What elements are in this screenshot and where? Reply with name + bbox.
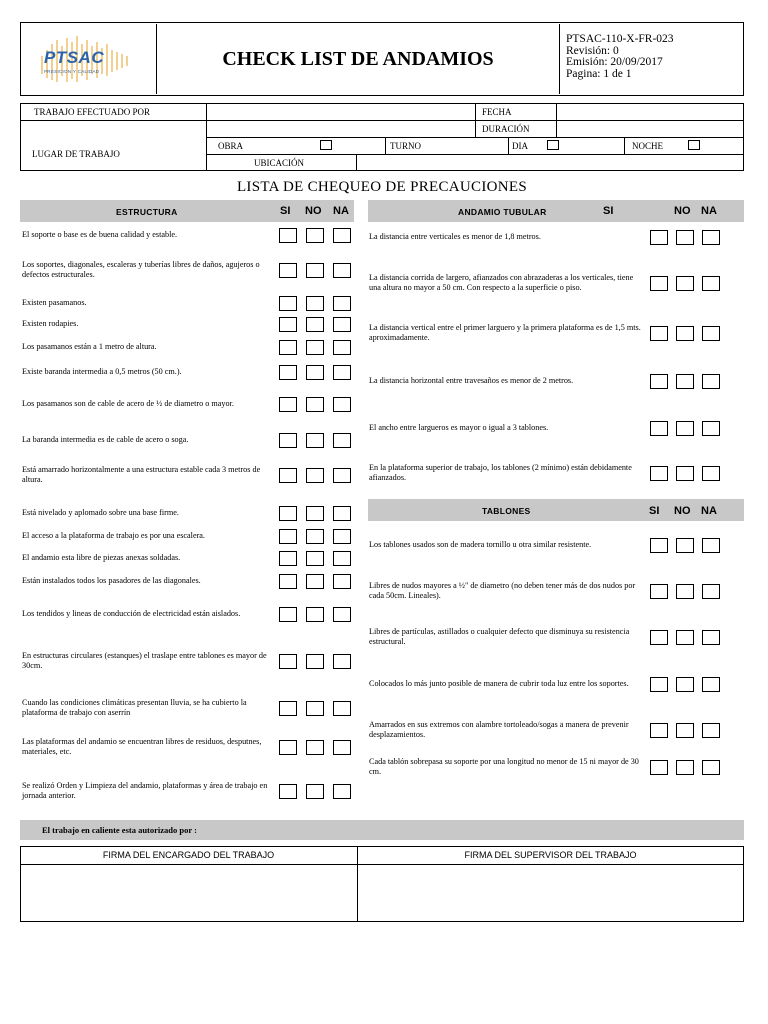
estructura-item-text: Los tendidos y lineas de conducción de electricidad están aislados.	[22, 608, 241, 618]
estructura-checkbox-no[interactable]	[306, 529, 324, 544]
tablones-label: TABLONES	[482, 506, 531, 516]
estructura-checkbox-na[interactable]	[333, 317, 351, 332]
estructura-checkbox-si[interactable]	[279, 397, 297, 412]
estructura-checkbox-si[interactable]	[279, 529, 297, 544]
estructura-checkbox-no[interactable]	[306, 701, 324, 716]
tablones-checkbox-no[interactable]	[676, 677, 694, 692]
estructura-label: ESTRUCTURA	[116, 207, 178, 217]
estructura-checkbox-na[interactable]	[333, 574, 351, 589]
estructura-header	[20, 200, 354, 222]
estructura-checkbox-na[interactable]	[333, 740, 351, 755]
label-obra: OBRA	[218, 140, 244, 151]
tablones-checkbox-na[interactable]	[702, 630, 720, 645]
tablones-checkbox-si[interactable]	[650, 677, 668, 692]
tablones-checkbox-no[interactable]	[676, 630, 694, 645]
label-lugar: LUGAR DE TRABAJO	[32, 149, 120, 159]
signature-supervisor-field[interactable]	[358, 865, 743, 921]
tubular-label: ANDAMIO TUBULAR	[458, 207, 547, 217]
estructura-checkbox-si[interactable]	[279, 340, 297, 355]
tablones-checkbox-si[interactable]	[650, 723, 668, 738]
estructura-checkbox-si[interactable]	[279, 296, 297, 311]
estructura-checkbox-si[interactable]	[279, 551, 297, 566]
estructura-checkbox-no[interactable]	[306, 574, 324, 589]
estructura-item-text: Los soportes, diagonales, escaleras y tuberías libres de daños, agujeros o defectos estructurales.	[22, 259, 260, 279]
estructura-checkbox-no[interactable]	[306, 228, 324, 243]
tubular-checkbox-no[interactable]	[676, 276, 694, 291]
estructura-checkbox-na[interactable]	[333, 296, 351, 311]
estructura-checkbox-na[interactable]	[333, 365, 351, 380]
estructura-item-text: La baranda intermedia es de cable de acero o soga.	[22, 434, 189, 444]
estructura-checkbox-si[interactable]	[279, 607, 297, 622]
tubular-checkbox-na[interactable]	[702, 326, 720, 341]
estructura-item-text: Los pasamanos son de cable de acero de ½ de diametro o mayor.	[22, 398, 234, 408]
estructura-item-text: El soporte o base es de buena calidad y estable.	[22, 229, 178, 239]
section-title: LISTA DE CHEQUEO DE PRECAUCIONES	[236, 179, 528, 195]
estructura-checkbox-no[interactable]	[306, 468, 324, 483]
tablones-item-text: Colocados lo más junto posible de manera de cubrir toda luz entre los soportes.	[369, 678, 629, 688]
estructura-item-text: Está nivelado y aplomado sobre una base firme.	[22, 507, 179, 517]
tubular-checkbox-na[interactable]	[702, 421, 720, 436]
estructura-checkbox-no[interactable]	[306, 365, 324, 380]
estructura-checkbox-no[interactable]	[306, 654, 324, 669]
estructura-checkbox-na[interactable]	[333, 529, 351, 544]
estructura-checkbox-si[interactable]	[279, 506, 297, 521]
estructura-col-no: NO	[305, 205, 322, 217]
estructura-checkbox-no[interactable]	[306, 607, 324, 622]
tablones-checkbox-no[interactable]	[676, 584, 694, 599]
estructura-item-text: Los pasamanos están a 1 metro de altura.	[22, 341, 157, 351]
estructura-checkbox-no[interactable]	[306, 551, 324, 566]
tablones-checkbox-na[interactable]	[702, 677, 720, 692]
estructura-col-si: SI	[280, 205, 291, 217]
estructura-checkbox-no[interactable]	[306, 433, 324, 448]
estructura-checkbox-na[interactable]	[333, 433, 351, 448]
tubular-col-si: SI	[603, 205, 614, 217]
tubular-item-text: La distancia horizontal entre travesaños es menor de 2 metros.	[369, 375, 574, 385]
estructura-checkbox-si[interactable]	[279, 574, 297, 589]
estructura-checkbox-si[interactable]	[279, 228, 297, 243]
tubular-checkbox-na[interactable]	[702, 230, 720, 245]
estructura-item-text: En estructuras circulares (estanques) el traslape entre tablones es mayor de 30cm.	[22, 650, 267, 670]
ubicacion-field[interactable]	[357, 155, 743, 170]
obra-checkbox[interactable]	[320, 140, 332, 150]
estructura-checkbox-na[interactable]	[333, 607, 351, 622]
estructura-item-text: Está amarrado horizontalmente a una estructura estable cada 3 metros de altura.	[22, 464, 261, 484]
tablones-checkbox-na[interactable]	[702, 584, 720, 599]
estructura-checkbox-no[interactable]	[306, 740, 324, 755]
tablones-checkbox-no[interactable]	[676, 760, 694, 775]
tablones-item-text: Libres de partículas, astillados o cualquier defecto que disminuya su resistencia estructural.	[369, 626, 630, 646]
estructura-checkbox-no[interactable]	[306, 340, 324, 355]
tablones-col-no: NO	[674, 505, 691, 517]
tablones-col-na: NA	[701, 505, 717, 517]
fecha-field[interactable]	[557, 104, 743, 120]
label-fecha: FECHA	[482, 107, 512, 117]
signature-encargado-label: FIRMA DEL ENCARGADO DEL TRABAJO	[102, 850, 275, 860]
tubular-checkbox-na[interactable]	[702, 374, 720, 389]
tablones-checkbox-si[interactable]	[650, 760, 668, 775]
estructura-checkbox-si[interactable]	[279, 317, 297, 332]
estructura-checkbox-na[interactable]	[333, 551, 351, 566]
estructura-checkbox-no[interactable]	[306, 397, 324, 412]
tubular-item-text: La distancia corrida de largero, afianzados con abrazaderas a los verticales, tiene una altura no mayor a 50 cm. Con respecto a la superficie o piso.	[369, 272, 634, 292]
estructura-item-text: Existen rodapies.	[22, 318, 79, 328]
estructura-checkbox-si[interactable]	[279, 433, 297, 448]
estructura-checkbox-no[interactable]	[306, 784, 324, 799]
tubular-item-text: La distancia vertical entre el primer larguero y la primera plataforma es de 1,5 mts. aproximadamente.	[369, 322, 641, 342]
logo-tagline: PRESICION Y CALIDAD	[44, 69, 100, 74]
tablones-checkbox-na[interactable]	[702, 538, 720, 553]
tubular-checkbox-si[interactable]	[650, 326, 668, 341]
tubular-checkbox-no[interactable]	[676, 374, 694, 389]
signature-encargado-field[interactable]	[21, 865, 357, 921]
company-logo	[22, 24, 156, 94]
document-meta	[566, 34, 674, 80]
estructura-checkbox-na[interactable]	[333, 784, 351, 799]
tubular-item-text: La distancia entre verticales es menor de 1,8 metros.	[369, 231, 541, 241]
tubular-checkbox-no[interactable]	[676, 421, 694, 436]
document-code: PTSAC-110-X-FR-023	[566, 33, 674, 45]
estructura-item-text: Las plataformas del andamio se encuentran libres de residuos, desputnes, materiales, etc.	[22, 736, 262, 756]
tubular-checkbox-si[interactable]	[650, 421, 668, 436]
noche-checkbox[interactable]	[688, 140, 700, 150]
estructura-checkbox-si[interactable]	[279, 701, 297, 716]
tubular-checkbox-si[interactable]	[650, 466, 668, 481]
tubular-checkbox-na[interactable]	[702, 466, 720, 481]
document-emission: Emisión: 20/09/2017	[566, 56, 663, 68]
estructura-checkbox-no[interactable]	[306, 317, 324, 332]
estructura-checkbox-si[interactable]	[279, 740, 297, 755]
tubular-checkbox-no[interactable]	[676, 326, 694, 341]
trabajo-field[interactable]	[207, 104, 475, 120]
tubular-checkbox-na[interactable]	[702, 276, 720, 291]
tubular-col-no: NO	[674, 205, 691, 217]
tablones-col-si: SI	[649, 505, 660, 517]
tablones-item-text: Libres de nudos mayores a ½" de diametro (no deben tener más de dos nudos por cada 50cm. Lineales).	[369, 580, 636, 600]
label-trabajo: TRABAJO EFECTUADO POR	[34, 107, 151, 117]
estructura-checkbox-na[interactable]	[333, 340, 351, 355]
label-ubicacion: UBICACIÓN	[254, 157, 305, 168]
estructura-checkbox-no[interactable]	[306, 263, 324, 278]
label-turno: TURNO	[390, 140, 421, 151]
dia-checkbox[interactable]	[547, 140, 559, 150]
tubular-item-text: El ancho entre largueros es mayor o igual a 3 tablones.	[369, 422, 549, 432]
estructura-checkbox-na[interactable]	[333, 263, 351, 278]
tubular-col-na: NA	[701, 205, 717, 217]
document-title: CHECK LIST DE ANDAMIOS	[156, 24, 560, 94]
estructura-item-text: El andamio esta libre de piezas anexas soldadas.	[22, 552, 181, 562]
tablones-checkbox-no[interactable]	[676, 538, 694, 553]
tubular-checkbox-si[interactable]	[650, 374, 668, 389]
estructura-col-na: NA	[333, 205, 349, 217]
tablones-checkbox-si[interactable]	[650, 538, 668, 553]
tablones-checkbox-no[interactable]	[676, 723, 694, 738]
estructura-item-text: Están instalados todos los pasadores de las diagonales.	[22, 575, 201, 585]
signature-supervisor-label: FIRMA DEL SUPERVISOR DEL TRABAJO	[464, 850, 637, 860]
estructura-checkbox-no[interactable]	[306, 506, 324, 521]
estructura-checkbox-na[interactable]	[333, 228, 351, 243]
tablones-item-text: Amarrados en sus extremos con alambre tortoleado/sogas a manera de prevenir desplazamientos.	[369, 719, 629, 739]
label-noche: NOCHE	[632, 140, 663, 151]
tablones-checkbox-na[interactable]	[702, 723, 720, 738]
tubular-checkbox-no[interactable]	[676, 466, 694, 481]
estructura-checkbox-si[interactable]	[279, 784, 297, 799]
label-dia: DIA	[512, 140, 528, 151]
estructura-item-text: Existen pasamanos.	[22, 297, 87, 307]
tablones-item-text: Cada tablón sobrepasa su soporte por una longitud no menor de 15 ni mayor de 30 cm.	[369, 756, 639, 776]
estructura-checkbox-na[interactable]	[333, 468, 351, 483]
estructura-item-text: Se realizó Orden y Limpieza del andamio, plataformas y área de trabajo en jornada anterior.	[22, 780, 268, 800]
tubular-checkbox-si[interactable]	[650, 230, 668, 245]
tablones-checkbox-na[interactable]	[702, 760, 720, 775]
tablones-checkbox-si[interactable]	[650, 630, 668, 645]
estructura-checkbox-no[interactable]	[306, 296, 324, 311]
estructura-checkbox-si[interactable]	[279, 263, 297, 278]
estructura-checkbox-si[interactable]	[279, 365, 297, 380]
duracion-field[interactable]	[557, 121, 743, 137]
label-duracion: DURACIÓN	[482, 124, 530, 134]
tablones-checkbox-si[interactable]	[650, 584, 668, 599]
tubular-checkbox-si[interactable]	[650, 276, 668, 291]
estructura-checkbox-na[interactable]	[333, 397, 351, 412]
document-page: Pagina: 1 de 1	[566, 67, 632, 80]
estructura-item-text: El acceso a la plataforma de trabajo es por una escalera.	[22, 530, 205, 540]
estructura-checkbox-si[interactable]	[279, 468, 297, 483]
tablones-item-text: Los tablones usados son de madera tornillo u otra similar resistente.	[369, 539, 592, 549]
logo-text: PTSAC	[44, 48, 105, 67]
estructura-checkbox-na[interactable]	[333, 506, 351, 521]
estructura-checkbox-na[interactable]	[333, 654, 351, 669]
estructura-checkbox-si[interactable]	[279, 654, 297, 669]
authorization-label: El trabajo en caliente esta autorizado por :	[42, 825, 197, 835]
tubular-checkbox-no[interactable]	[676, 230, 694, 245]
estructura-checkbox-na[interactable]	[333, 701, 351, 716]
tubular-item-text: En la plataforma superior de trabajo, los tablones (2 mínimo) están debidamente afianzados.	[369, 462, 632, 482]
estructura-item-text: Cuando las condiciones climáticas presentan lluvia, se ha cubierto la plataforma de trabajo con aserrín	[22, 697, 247, 717]
estructura-item-text: Existe baranda intermedia a 0,5 metros (50 cm.).	[22, 366, 182, 376]
document-revision: Revisión: 0	[566, 44, 619, 57]
